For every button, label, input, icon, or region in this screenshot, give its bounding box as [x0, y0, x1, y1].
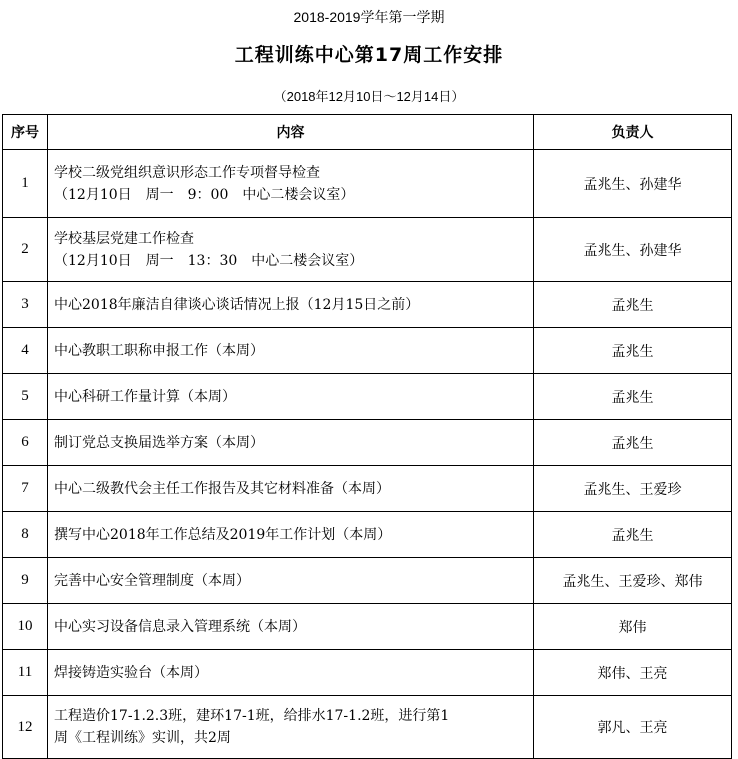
row-content-main: 工程造价17-1.2.3班，建环17-1班，给排水17-1.2班，进行第1 — [54, 708, 450, 724]
row-content: 撰写中心2018年工作总结及2019年工作计划（本周） — [48, 512, 534, 558]
row-owner: 孟兆生 — [534, 374, 732, 420]
row-owner: 孟兆生、孙建华 — [534, 218, 732, 282]
table-row — [3, 466, 732, 512]
page-title: 工程训练中心第17周工作安排 — [234, 44, 504, 66]
row-owner: 郭凡、王亮 — [534, 696, 732, 759]
row-content — [48, 218, 534, 282]
row-content: 中心科研工作量计算（本周） — [48, 374, 534, 420]
table-row — [3, 150, 732, 218]
row-owner: 郑伟、王亮 — [534, 650, 732, 696]
row-owner: 孟兆生 — [534, 420, 732, 466]
schedule-table — [2, 114, 732, 759]
row-number: 8 — [3, 512, 48, 558]
date-range: （2018年12月10日～12月14日） — [273, 89, 465, 104]
table-row — [3, 328, 732, 374]
row-content: 焊接铸造实验台（本周） — [48, 650, 534, 696]
column-header-content: 内容 — [48, 115, 534, 150]
row-content: 完善中心安全管理制度（本周） — [48, 558, 534, 604]
row-content: 中心二级教代会主任工作报告及其它材料准备（本周） — [48, 466, 534, 512]
row-number: 5 — [3, 374, 48, 420]
table-row — [3, 512, 732, 558]
column-header-owner: 负责人 — [534, 115, 732, 150]
row-owner: 孟兆生 — [534, 282, 732, 328]
table-row — [3, 218, 732, 282]
row-number: 1 — [3, 150, 48, 218]
row-owner: 孟兆生、王爱珍、郑伟 — [534, 558, 732, 604]
table-row — [3, 696, 732, 759]
row-owner: 孟兆生、王爱珍 — [534, 466, 732, 512]
row-number: 3 — [3, 282, 48, 328]
column-header-no: 序号 — [3, 115, 48, 150]
row-number: 7 — [3, 466, 48, 512]
row-owner: 孟兆生、孙建华 — [534, 150, 732, 218]
row-number: 9 — [3, 558, 48, 604]
row-content-main: 学校二级党组织意识形态工作专项督导检查 — [54, 164, 320, 181]
row-content-detail: （12月10日 周一 13：30 中心二楼会议室） — [54, 252, 364, 269]
table-row — [3, 282, 732, 328]
row-content: 中心教职工职称申报工作（本周） — [48, 328, 534, 374]
row-owner: 孟兆生 — [534, 512, 732, 558]
semester-label: 2018-2019学年第一学期 — [293, 9, 445, 25]
row-content — [48, 150, 534, 218]
table-row — [3, 604, 732, 650]
row-number: 2 — [3, 218, 48, 282]
table-row — [3, 420, 732, 466]
row-content: 中心实习设备信息录入管理系统（本周） — [48, 604, 534, 650]
table-row — [3, 374, 732, 420]
row-content: 中心2018年廉洁自律谈心谈话情况上报（12月15日之前） — [48, 282, 534, 328]
row-number: 11 — [3, 650, 48, 696]
row-content: 制订党总支换届选举方案（本周） — [48, 420, 534, 466]
row-number: 6 — [3, 420, 48, 466]
row-content-detail: （12月10日 周一 9：00 中心二楼会议室） — [54, 186, 355, 203]
row-number: 10 — [3, 604, 48, 650]
row-number: 4 — [3, 328, 48, 374]
table-row — [3, 558, 732, 604]
row-number: 12 — [3, 696, 48, 759]
row-content-detail: 周《工程训练》实训，共2周 — [54, 730, 231, 746]
row-owner: 孟兆生 — [534, 328, 732, 374]
row-owner: 郑伟 — [534, 604, 732, 650]
row-content-main: 学校基层党建工作检查 — [54, 230, 194, 247]
table-row — [3, 650, 732, 696]
row-content — [48, 696, 534, 759]
table-header-row — [3, 115, 732, 150]
